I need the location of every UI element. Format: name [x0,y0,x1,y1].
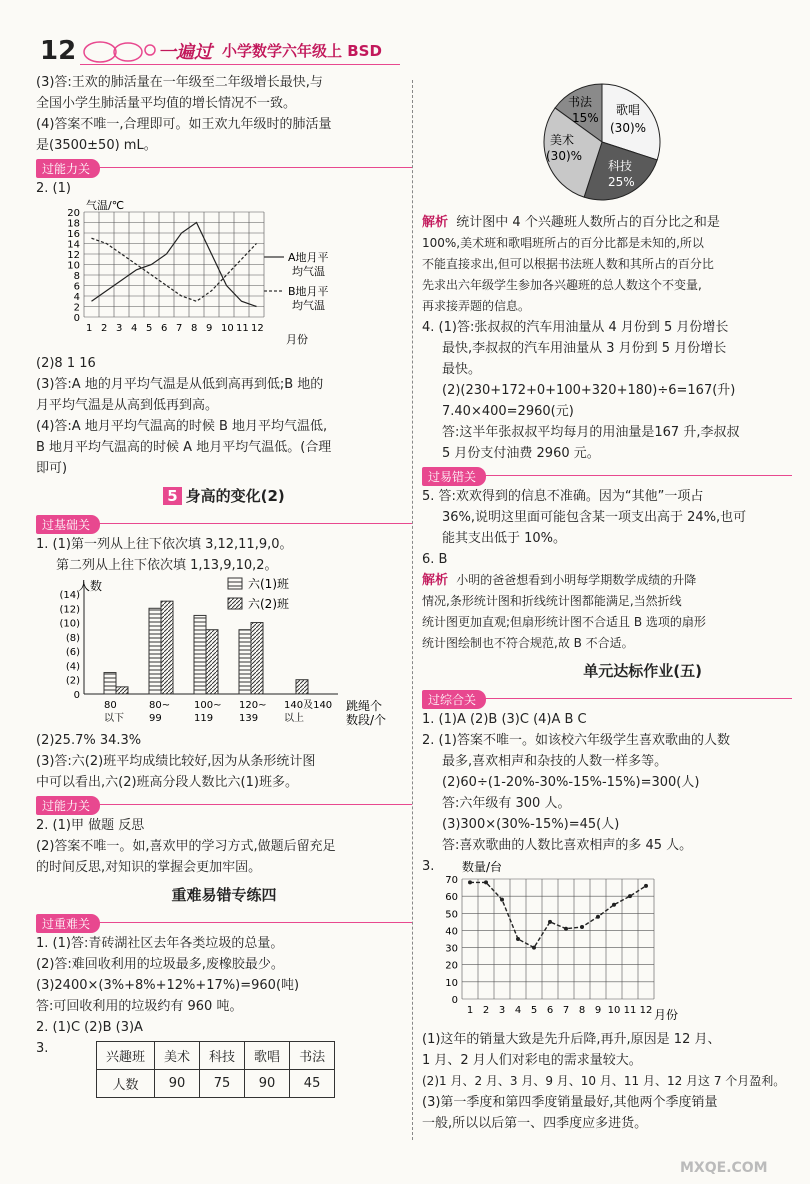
data-point [580,925,584,929]
table-row [97,1042,335,1070]
bar-class1 [104,673,116,694]
pie-pct-science: 25% [608,175,635,189]
x-tick-label: 7 [176,323,183,334]
x-tick-label: 120~ [239,700,267,711]
table-cell: 90 [155,1070,200,1098]
bar-class1 [149,608,161,694]
x-tick-label: 6 [161,323,168,334]
text-line: 统计图绘制也不符合规范,故 B 不合适。 [422,636,634,650]
text-line: 2. (1)答案不唯一。如该校六年级学生喜欢歌曲的人数 [422,733,730,748]
text-line: 第二列从上往下依次填 1,13,9,10,2。 [56,558,278,573]
x-tick-label: 119 [194,713,214,724]
x-tick-label: 5 [146,323,153,334]
table-cell: 歌唱 [245,1042,290,1070]
analysis-line: 解析 小明的爸爸想看到小明每学期数学成绩的升降 [422,573,697,588]
pie-label-science: 科技 [608,159,633,173]
data-point [628,894,632,898]
text-line: (4)答:A 地月平均气温高的时候 B 地月平均气温低, [36,419,328,434]
text-line: (1)这年的销量大致是先升后降,再升,原因是 12 月、 [422,1032,721,1047]
x-tick-label: 12 [251,323,264,334]
text-line: 最多,喜欢相声和杂技的人数一样多等。 [442,754,668,769]
y-tick-label: 50 [445,909,458,921]
page-header [0,0,810,70]
temperature-chart [36,199,412,349]
y-tick-label: 10 [67,260,80,272]
header-rule [80,64,400,65]
watermark: MXQE.COM [680,1160,768,1176]
x-tick-label: 8 [578,1005,586,1016]
x-tick-label: 12 [639,1005,653,1016]
section-heading: 5 身高的变化(2) [36,485,412,506]
legend-b-line2: 均气温 [292,299,325,312]
text-line: 是(3500±50) mL。 [36,138,157,153]
legend-b-line1: B地月平 [288,285,329,298]
y-tick-label: 14 [67,239,80,251]
book-title: 小学数学六年级上 BSD [222,42,382,60]
table-cell: 45 [290,1070,335,1098]
section-tag: 过能力关 [36,793,412,815]
data-point [596,915,600,919]
table-cell: 书法 [290,1042,335,1070]
x-axis-label-1: 跳绳个 [346,699,383,713]
x-tick-label: 139 [239,713,259,724]
legend-a-line1: A地月平 [288,251,329,264]
text-line: 答:喜欢歌曲的人数比喜欢相声的多 45 人。 [442,838,693,853]
bar-class1 [239,630,251,694]
y-tick-label: 0 [73,313,80,324]
bar-class1 [194,615,206,694]
section-heading-special: 重难易错专练四 [171,886,277,904]
x-tick-label: 9 [206,323,213,334]
text-line: (2)60÷(1-20%-30%-15%-15%)=300(人) [442,775,700,790]
text-line: 3. [36,1041,49,1056]
y-tick-label: (14) [59,590,80,601]
table-cell: 75 [200,1070,245,1098]
text-line: 最快,李叔叔的汽车用油量从 3 月份到 5 月份增长 [442,341,727,356]
y-tick-label: 30 [445,943,458,955]
bar-class2 [206,630,218,694]
text-line: 情况,条形统计图和折线统计图都能满足,当然折线 [422,594,682,608]
text-line: 统计图更加直观;但扇形统计图不合适且 B 选项的扇形 [422,615,706,629]
text-line: 1. (1)A (2)B (3)C (4)A B C [422,712,587,727]
text-line: 答:六年级有 300 人。 [442,796,571,811]
text-line: (3)第一季度和第四季度销量最好,其他两个季度销量 [422,1095,718,1110]
y-tick-label: 40 [445,926,458,938]
text-line: (3)答:A 地的月平均气温是从低到高再到低;B 地的 [36,377,324,392]
text-line: 4. (1)答:张叔叔的汽车用油量从 4 月份到 5 月份增长 [422,320,729,335]
text-line: (3)答:六(2)班平均成绩比较好,因为从条形统计图 [36,754,316,769]
text-line: 6. B [422,552,448,567]
y-tick-label: 4 [73,292,80,303]
text-line: 即可) [36,461,68,476]
x-tick-label: 3 [498,1005,506,1016]
text-line: (2)答案不唯一。如,喜欢甲的学习方式,做题后留充足 [36,839,336,854]
x-tick-label: 80~ [149,700,171,711]
line-chart [422,859,792,1025]
text-line: (3)答:王欢的肺活量在一年级至二年级增长最快,与 [36,75,323,90]
y-axis-label: 气温/℃ [86,199,125,212]
x-axis-label-2: 数段/个 [346,713,387,726]
text-line: (2)1 月、2 月、3 月、9 月、10 月、11 月、12 月这 7 个月盈利。 [422,1074,786,1088]
y-tick-label: (2) [65,675,80,687]
y-axis-label: 人数 [78,579,103,593]
x-tick-label: 100~ [194,700,222,711]
text-line: (2)答:难回收利用的垃圾最多,废橡胶最少。 [36,957,284,972]
y-tick-label: 20 [67,208,80,219]
brand-logo: 一遍过 [158,42,212,63]
table-cell: 兴趣班 [97,1042,155,1070]
x-tick-label: 以下 [104,713,124,724]
x-tick-label: 10 [221,323,234,334]
pie-label-singing: 歌唱 [616,103,641,117]
text-line: 能其支出低于 10%。 [442,531,567,546]
bar-class2 [296,680,308,694]
bar-class2 [251,623,263,694]
text-line: 1. (1)答:青砖湖社区去年各类垃圾的总量。 [36,936,284,951]
x-tick-label: 6 [546,1005,554,1016]
x-tick-label: 2 [482,1005,490,1016]
analysis-line: 解析 统计图中 4 个兴趣班人数所占的百分比之和是 [422,215,720,230]
x-tick-label: 3 [116,323,123,334]
legend-swatch-class2 [228,598,242,609]
x-tick-label: 80 [104,700,117,711]
data-point [548,920,552,924]
y-tick-label: 10 [445,977,458,989]
data-point [532,946,536,950]
y-tick-label: (4) [65,661,80,673]
x-tick-label: 5 [530,1005,538,1016]
x-tick-label: 4 [514,1005,522,1016]
x-tick-label: 10 [607,1005,621,1016]
page-number: 12 [40,36,77,66]
y-tick-label: 70 [445,875,458,886]
right-column [422,78,792,1134]
data-point [500,898,504,902]
text-line: 答:这半年张叔叔平均每月的用油量是167 升,李叔叔 [442,425,740,440]
y-tick-label: 0 [451,995,458,1006]
data-point [644,884,648,888]
table-row [97,1070,335,1098]
y-tick-label: 6 [73,281,80,293]
data-table [96,1041,335,1098]
table-cell: 科技 [200,1042,245,1070]
x-tick-label: 1 [86,323,93,334]
y-tick-label: (8) [65,632,80,644]
section-tag: 过易错关 [422,464,792,486]
y-tick-label: 12 [67,250,80,261]
pie-pct-art: (30)% [546,149,583,163]
text-line: (3)300×(30%-15%)=45(人) [442,817,620,832]
text-line: 5 月份支付油费 2960 元。 [442,446,600,461]
text-line: 5. 答:欢欢得到的信息不准确。因为“其他”一项占 [422,489,704,504]
left-column [36,72,412,1098]
x-tick-label: 以上 [284,713,304,724]
section-tag: 过能力关 [36,156,412,178]
table-cell: 美术 [155,1042,200,1070]
table-cell: 人数 [97,1070,155,1098]
text-line: 月平均气温是从高到低再到高。 [36,398,219,413]
x-axis-label: 月份 [286,333,308,346]
x-tick-label: 2 [101,323,108,334]
y-tick-label: (12) [59,604,80,616]
y-tick-label: 18 [67,218,80,230]
legend-class2: 六(2)班 [248,597,289,611]
text-line: 100%,美术班和歌唱班所占的百分比都是未知的,所以 [422,236,704,250]
text-line: 全国小学生肺活量平均值的增长情况不一致。 [36,96,297,111]
section-tag: 过综合关 [422,687,792,709]
text-line: 再求接弄题的信息。 [422,299,531,313]
text-line: 的时间反思,对知识的掌握会更加牢固。 [36,860,262,875]
x-tick-label: 11 [623,1005,637,1016]
pie-label-art: 美术 [550,133,575,147]
x-tick-label: 99 [149,713,162,724]
text-line: (2)25.7% 34.3% [36,733,142,748]
text-line: 36%,说明这里面可能包含某一项支出高于 24%,也可 [442,510,747,525]
y-tick-label: 60 [445,892,458,904]
text-line: 1 月、2 月人们对彩电的需求量较大。 [422,1053,642,1068]
text-line: 答:可回收利用的垃圾约有 960 吨。 [36,999,243,1014]
unit-title: 单元达标作业(五) [583,662,702,680]
data-point [484,880,488,884]
text-line: (2)(230+172+0+100+320+180)÷6=167(升) [442,383,736,398]
bar-chart [36,576,412,726]
y-tick-label: (6) [65,647,80,659]
data-point [468,880,472,884]
data-point [564,927,568,931]
text-line: (4)答案不唯一,合理即可。如王欢九年级时的肺活量 [36,117,332,132]
text-line: (3)2400×(3%+8%+12%+17%)=960(吨) [36,978,300,993]
text-line: 最快。 [442,362,482,377]
y-axis-label: 数量/台 [462,860,503,874]
pie-pct-singing: (30)% [610,121,647,135]
data-point [516,937,520,941]
question-number: 2. (1) [36,181,71,196]
y-tick-label: 2 [73,302,80,314]
text-line: 1. (1)第一列从上往下依次填 3,12,11,9,0。 [36,537,293,552]
text-line: 7.40×400=2960(元) [442,404,574,419]
column-divider [412,80,413,1140]
legend-a-line2: 均气温 [292,265,325,278]
text-line: 先求出六年级学生参加各兴趣班的总人数这个不变量, [422,278,702,292]
y-tick-label: 0 [73,690,80,701]
legend-swatch-class1 [228,578,242,589]
x-axis-label: 月份 [654,1008,679,1022]
y-tick-label: 20 [445,960,458,972]
text-line: B 地月平均气温高的时候 A 地月平均气温低。(合理 [36,440,332,455]
x-tick-label: 8 [191,323,198,334]
data-point [612,903,616,907]
y-tick-label: 8 [73,271,80,282]
x-tick-label: 9 [594,1005,602,1016]
legend-class1: 六(1)班 [248,577,289,591]
section-tag: 过基础关 [36,512,412,534]
x-tick-label: 11 [236,323,249,334]
x-tick-label: 7 [562,1005,570,1016]
bar-class2 [161,601,173,694]
text-line: 一般,所以以后第一、四季度应多进货。 [422,1116,648,1131]
y-tick-label: 16 [67,229,80,240]
text-line: (2)8 1 16 [36,356,96,371]
text-line: 3. [422,859,435,874]
x-tick-label: 1 [466,1005,474,1016]
text-line: 不能直接求出,但可以根据书法班人数和其所占的百分比 [422,257,714,271]
pie-pct-calligraphy: 15% [572,111,599,125]
text-line: 2. (1)甲 做题 反思 [36,818,145,833]
pie-chart [422,78,792,206]
x-tick-label: 4 [131,323,138,334]
pie-label-calligraphy: 书法 [568,95,593,109]
bar-class2 [116,687,128,694]
section-tag: 过重难关 [36,911,412,933]
table-cell: 90 [245,1070,290,1098]
text-line: 中可以看出,六(2)班高分段人数比六(1)班多。 [36,775,298,790]
x-tick-label: 140及140 [284,700,333,711]
text-line: 2. (1)C (2)B (3)A [36,1020,143,1035]
y-tick-label: (10) [59,618,80,630]
